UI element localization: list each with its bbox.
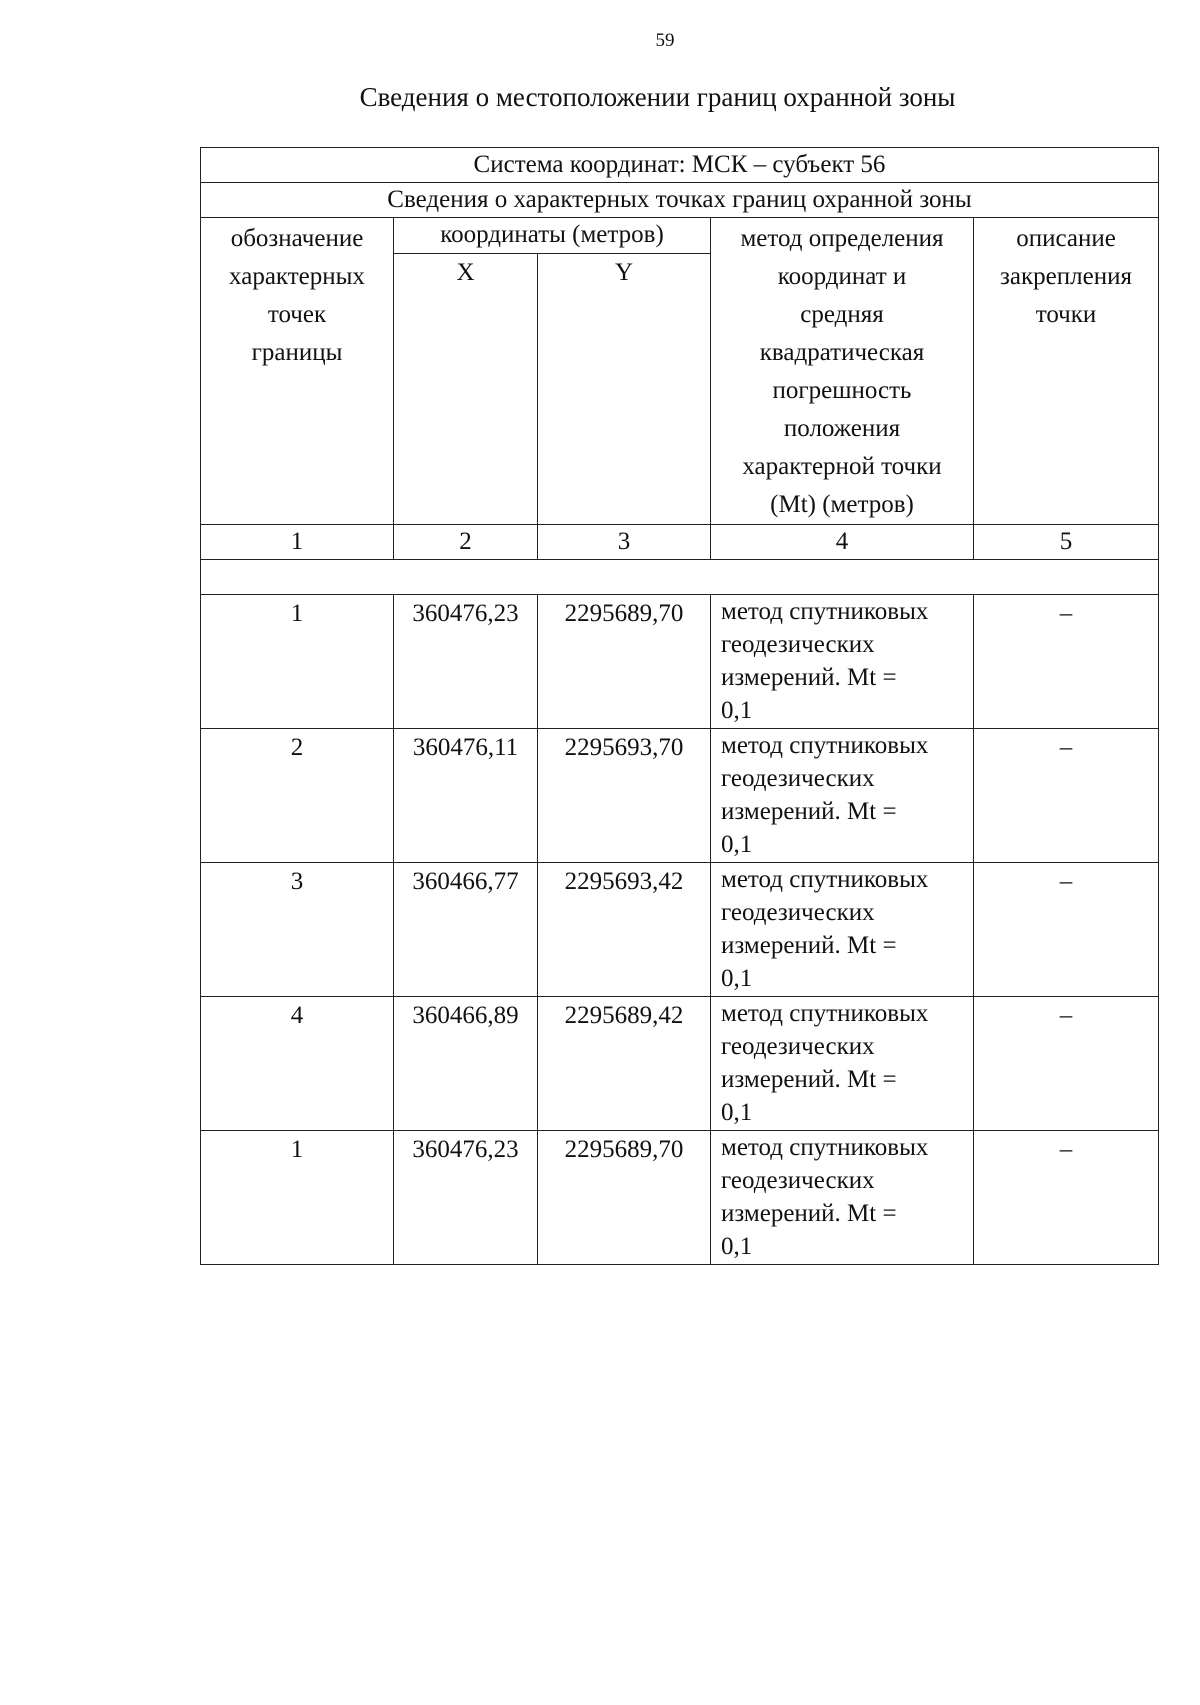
method-line: измерений. Mt = <box>721 1066 897 1093</box>
point-cell: 2 <box>201 729 394 863</box>
header-method-line: погрешность <box>772 377 912 404</box>
method-line: геодезических <box>721 1167 875 1194</box>
method-line: геодезических <box>721 631 875 658</box>
column-number: 3 <box>538 525 711 560</box>
header-coordinates: координаты (метров) <box>394 218 711 254</box>
header-method-line: (Mt) (метров) <box>770 491 914 518</box>
header-designation-line: границы <box>251 339 343 366</box>
table-row <box>201 997 1159 1131</box>
y-cell: 2295689,70 <box>538 1131 711 1265</box>
method-line: 0,1 <box>721 1233 753 1260</box>
y-cell: 2295689,42 <box>538 997 711 1131</box>
table-row <box>201 1131 1159 1265</box>
header-method-line: метод определения <box>740 225 944 252</box>
header-designation-line: характерных <box>229 263 365 290</box>
table-row <box>201 863 1159 997</box>
header-method-line: средняя <box>800 301 884 328</box>
method-line: 0,1 <box>721 1099 753 1126</box>
coord-system-row <box>201 148 1159 183</box>
header-designation-line: точек <box>267 301 327 328</box>
boundary-points-table <box>200 147 1159 1265</box>
header-method <box>711 218 974 525</box>
method-line: 0,1 <box>721 697 753 724</box>
section-title-cell: Сведения о характерных точках границ охранной зоны <box>201 183 1159 218</box>
y-cell: 2295693,70 <box>538 729 711 863</box>
x-cell: 360476,23 <box>394 595 538 729</box>
method-line: геодезических <box>721 899 875 926</box>
page-number: 59 <box>655 30 675 51</box>
description-cell: – <box>974 729 1159 863</box>
method-line: метод спутниковых <box>721 1134 929 1161</box>
header-description-line: закрепления <box>1000 263 1132 290</box>
column-number: 5 <box>974 525 1159 560</box>
column-number: 1 <box>201 525 394 560</box>
method-line: измерений. Mt = <box>721 932 897 959</box>
column-number: 4 <box>711 525 974 560</box>
method-line: геодезических <box>721 765 875 792</box>
coord-system-cell: Система координат: МСК – субъект 56 <box>201 148 1159 183</box>
x-cell: 360466,89 <box>394 997 538 1131</box>
x-cell: 360476,11 <box>394 729 538 863</box>
description-cell: – <box>974 595 1159 729</box>
method-line: метод спутниковых <box>721 598 929 625</box>
header-designation <box>201 218 394 525</box>
point-cell: 1 <box>201 595 394 729</box>
point-cell: 4 <box>201 997 394 1131</box>
header-row <box>201 218 1159 254</box>
method-cell <box>711 1131 974 1265</box>
x-cell: 360476,23 <box>394 1131 538 1265</box>
header-method-line: координат и <box>777 263 907 290</box>
method-cell <box>711 863 974 997</box>
blank-cell <box>201 560 1159 595</box>
method-cell <box>711 729 974 863</box>
point-cell: 3 <box>201 863 394 997</box>
method-line: 0,1 <box>721 965 753 992</box>
method-line: метод спутниковых <box>721 866 929 893</box>
description-cell: – <box>974 863 1159 997</box>
header-description-line: точки <box>1035 301 1097 328</box>
method-line: измерений. Mt = <box>721 664 897 691</box>
method-line: измерений. Mt = <box>721 798 897 825</box>
x-cell: 360466,77 <box>394 863 538 997</box>
table-row <box>201 595 1159 729</box>
method-line: измерений. Mt = <box>721 1200 897 1227</box>
method-line: метод спутниковых <box>721 732 929 759</box>
method-line: геодезических <box>721 1033 875 1060</box>
y-cell: 2295693,42 <box>538 863 711 997</box>
header-description <box>974 218 1159 525</box>
method-cell <box>711 595 974 729</box>
column-numbers-row <box>201 525 1159 560</box>
y-cell: 2295689,70 <box>538 595 711 729</box>
description-cell: – <box>974 1131 1159 1265</box>
blank-row <box>201 560 1159 595</box>
header-method-line: характерной точки <box>742 453 942 480</box>
description-cell: – <box>974 997 1159 1131</box>
header-designation-line: обозначение <box>230 225 364 252</box>
header-method-line: квадратическая <box>759 339 925 366</box>
section-title-row <box>201 183 1159 218</box>
page-title: Сведения о местоположении границ охранной зоны <box>359 82 956 112</box>
header-description-line: описание <box>1016 225 1116 252</box>
header-x: X <box>394 253 538 524</box>
table-row <box>201 729 1159 863</box>
method-line: 0,1 <box>721 831 753 858</box>
point-cell: 1 <box>201 1131 394 1265</box>
header-y: Y <box>538 253 711 524</box>
method-cell <box>711 997 974 1131</box>
method-line: метод спутниковых <box>721 1000 929 1027</box>
column-number: 2 <box>394 525 538 560</box>
header-method-line: положения <box>783 415 901 442</box>
